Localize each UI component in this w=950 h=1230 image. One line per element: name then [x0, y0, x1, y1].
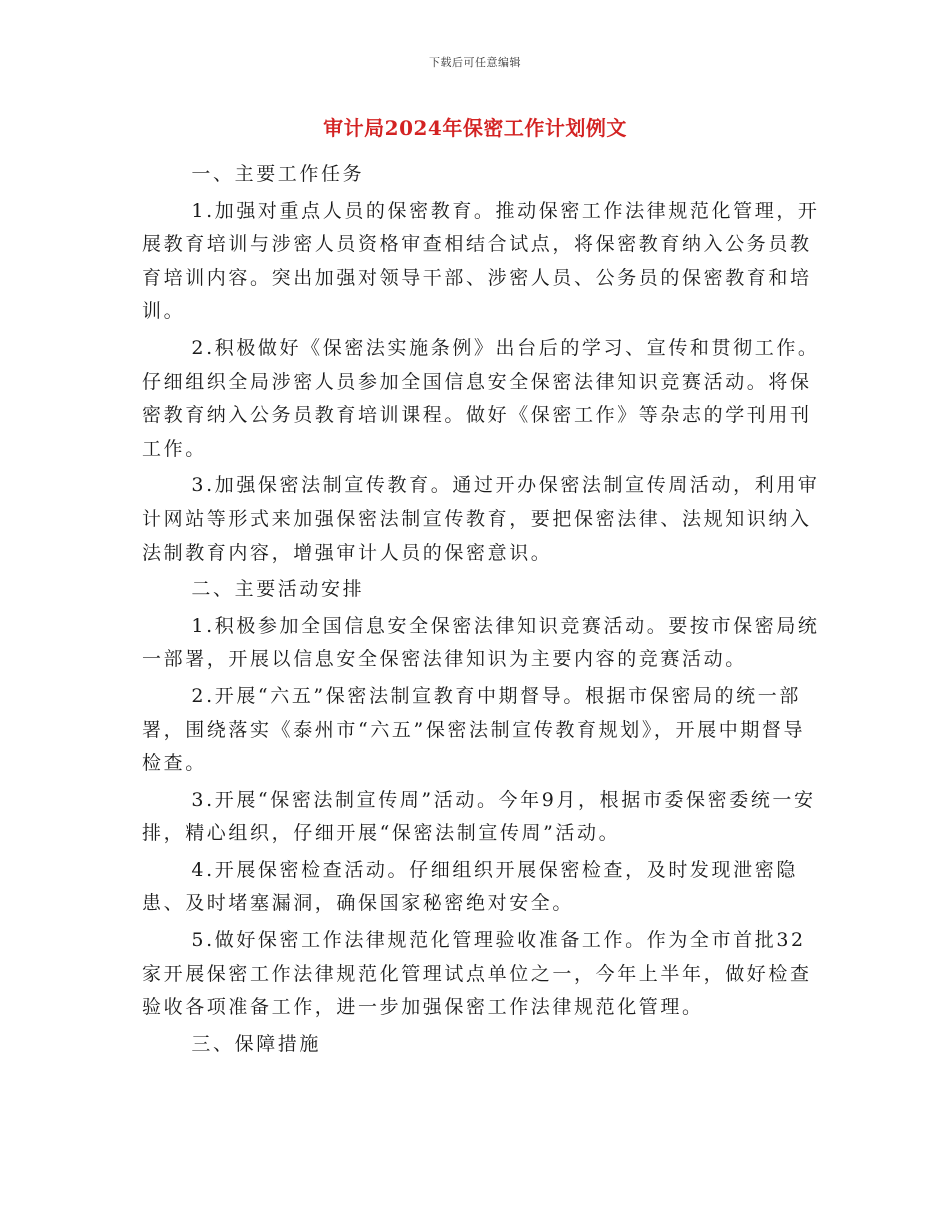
header-note: 下载后可任意编辑 — [429, 56, 521, 69]
paragraph: 3.开展“保密法制宣传周”活动。今年9月，根据市委保密委统一安排，精心组织，仔细开展“保密法制宣传周”活动。 — [142, 788, 816, 845]
section-heading-2: 二、主要活动安排 — [191, 578, 365, 601]
paragraph: 2.开展“六五”保密法制宣教育中期督导。根据市保密局的统一部署，围绕落实《泰州市“六五”保密法制宣传教育规划》，开展中期督导检查。 — [142, 684, 806, 775]
paragraph: 1.加强对重点人员的保密教育。推动保密工作法律规范化管理，开展教育培训与涉密人员资格审查相结合试点，将保密教育纳入公务员教育培训内容。突出加强对领导干部、涉密人员、公务员的保密教育和培训。 — [142, 199, 820, 323]
paragraph: 4.开展保密检查活动。仔细组织开展保密检查，及时发现泄密隐患、及时堵塞漏洞，确保国家秘密绝对安全。 — [142, 858, 798, 915]
paragraph: 1.积极参加全国信息安全保密法律知识竞赛活动。要按市保密局统一部署，开展以信息安全保密法律知识为主要内容的竞赛活动。 — [142, 614, 820, 671]
document-body — [142, 158, 822, 1064]
document-title: 审计局2024年保密工作计划例文 — [323, 116, 627, 140]
paragraph: 2.积极做好《保密法实施条例》出台后的学习、宣传和贯彻工作。仔细组织全局涉密人员参加全国信息安全保密法律知识竞赛活动。将保密教育纳入公务员教育培训课程。做好《保密工作》等杂志的学刊用刊工作。 — [142, 336, 820, 460]
section-heading-3: 三、保障措施 — [191, 1032, 321, 1055]
paragraph: 3.加强保密法制宣传教育。通过开办保密法制宣传周活动，利用审计网站等形式来加强保密法制宣传教育，要把保密法律、法规知识纳入法制教育内容，增强审计人员的保密意识。 — [142, 474, 820, 564]
paragraph: 5.做好保密工作法律规范化管理验收准备工作。作为全市首批32家开展保密工作法律规范化管理试点单位之一，今年上半年，做好检查验收各项准备工作，进一步加强保密工作法律规范化管理。 — [142, 929, 812, 1019]
section-heading-1: 一、主要工作任务 — [191, 163, 365, 185]
